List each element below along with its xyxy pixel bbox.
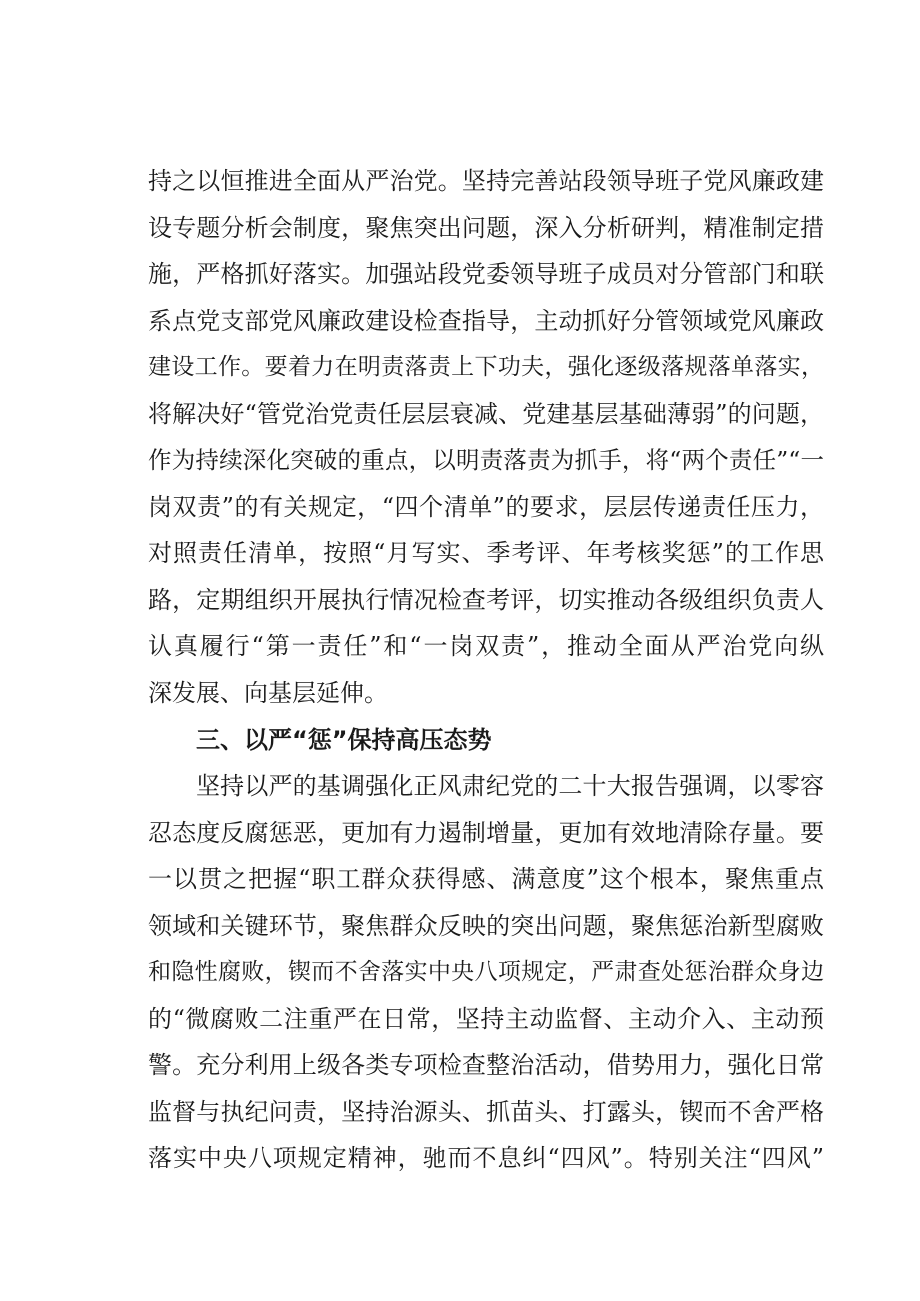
paragraph-2-line-6: 的“微腐败二注重严在日常，坚持主动监督、主动介入、主动预 — [148, 1004, 824, 1033]
paragraph-1-line-9: 对照责任清单，按照“月写实、季考评、年考核奖惩”的工作思 — [148, 539, 824, 568]
paragraph-1-line-7: 作为持续深化突破的重点，以明责落责为抓手，将“两个责任”“一 — [148, 446, 824, 475]
paragraph-2-line-4: 领域和关键环节，聚焦群众反映的突出问题，聚焦惩治新型腐败 — [148, 911, 824, 940]
paragraph-1-line-3: 施，严格抓好落实。加强站段党委领导班子成员对分管部门和联 — [148, 260, 824, 289]
paragraph-2-line-9: 落实中央八项规定精神，驰而不息纠“四风”。特别关注“四风” — [148, 1144, 824, 1173]
paragraph-2-line-2: 忍态度反腐惩恶，更加有力遏制增量，更加有效地清除存量。要 — [148, 818, 824, 847]
document-body — [148, 158, 824, 1182]
paragraph-1-line-10: 路，定期组织开展执行情况检查考评，切实推动各级组织负责人 — [148, 585, 824, 614]
paragraph-1-line-8: 岗双责”的有关规定，“四个清单”的要求，层层传递责任压力， — [148, 492, 824, 521]
paragraph-1-line-5: 建设工作。要着力在明责落责上下功夫，强化逐级落规落单落实， — [148, 354, 824, 381]
paragraph-1-line-4: 系点党支部党风廉政建设检查指导，主动抓好分管领域党风廉政 — [148, 306, 824, 335]
paragraph-1-line-1: 持之以恒推进全面从严治党。坚持完善站段领导班子党风廉政建 — [148, 167, 824, 195]
paragraph-1-line-6: 将解决好“管党治党责任层层衰减、党建基层基础薄弱”的问题， — [148, 399, 824, 428]
paragraph-2-line-8: 监督与执纪问责，坚持治源头、抓苗头、打露头，锲而不舍严格 — [148, 1097, 824, 1126]
paragraph-2-line-5: 和隐性腐败，锲而不舍落实中央八项规定，严肃查处惩治群众身边 — [148, 959, 824, 986]
paragraph-1-line-11: 认真履行“第一责任”和“一岗双责”，推动全面从严治党向纵 — [148, 632, 824, 661]
paragraph-1-line-2: 设专题分析会制度，聚焦突出问题，深入分析研判，精准制定措 — [148, 213, 824, 242]
paragraph-1-line-12: 深发展、向基层延伸。 — [148, 679, 388, 708]
paragraph-2-line-7: 警。充分利用上级各类专项检查整治活动，借势用力，强化日常 — [148, 1051, 824, 1080]
paragraph-2-line-3: 一以贯之把握“职工群众获得感、满意度”这个根本，聚焦重点 — [148, 865, 824, 894]
section-heading: 三、以严“惩”保持高压态势 — [196, 725, 492, 754]
paragraph-2-line-1: 坚持以严的基调强化正风肃纪党的二十大报告强调，以零容 — [196, 772, 824, 801]
